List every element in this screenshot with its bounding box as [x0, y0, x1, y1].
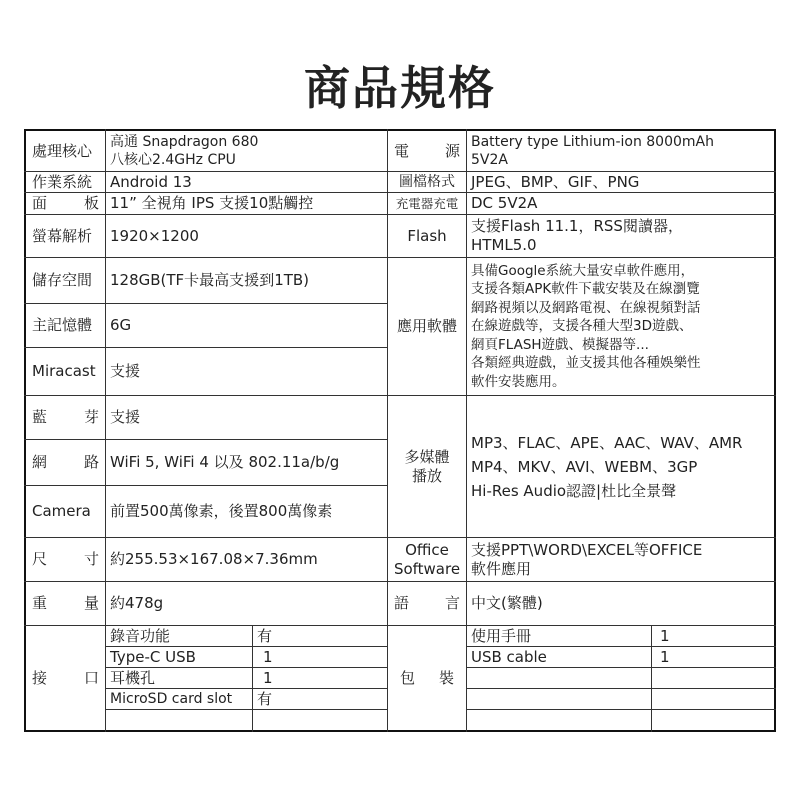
- value-charger: DC 5V2A: [471, 194, 538, 212]
- value-power: Battery type Lithium-ion 8000mAh 5V2A: [471, 134, 714, 168]
- interface-item-name: Type-C USB: [110, 647, 196, 666]
- label-dimensions: 尺 寸: [32, 550, 99, 568]
- label-processor: 處理核心: [32, 141, 93, 160]
- package-item-qty: 1: [660, 647, 670, 666]
- label-interface: 接 口: [32, 668, 99, 687]
- package-item-name: 使用手冊: [471, 626, 532, 645]
- interface-item-name: 耳機孔: [110, 668, 156, 687]
- value-panel: 11” 全視角 IPS 支援10點觸控: [110, 194, 314, 212]
- label-image-format: 圖檔格式: [399, 173, 455, 190]
- label-miracast: Miracast: [32, 362, 96, 380]
- label-apps: 應用軟體: [396, 317, 457, 335]
- value-office: 支援PPT\WORD\EXCEL等OFFICE 軟件應用: [471, 540, 703, 578]
- value-multimedia: MP3、FLAC、APE、AAC、WAV、AMR MP4、MKV、AVI、WEBM、3GP Hi-Res Audio認證|杜比全景聲: [471, 433, 743, 500]
- label-memory: 主記憶體: [32, 316, 93, 334]
- value-dimensions: 約255.53×167.08×7.36mm: [110, 550, 318, 568]
- label-resolution: 螢幕解析: [32, 226, 93, 245]
- value-network: WiFi 5, WiFi 4 以及 802.11a/b/g: [110, 453, 340, 471]
- label-office: Office Software: [393, 540, 461, 578]
- label-bluetooth: 藍 芽: [32, 408, 99, 426]
- label-panel: 面 板: [32, 194, 99, 212]
- label-storage: 儲存空間: [32, 271, 93, 289]
- value-storage: 128GB(TF卡最高支援到1TB): [110, 271, 310, 289]
- interface-item-qty: 1: [263, 647, 273, 666]
- label-package: 包 裝: [400, 668, 454, 687]
- value-memory: 6G: [110, 316, 132, 334]
- label-os: 作業系統: [32, 172, 93, 191]
- value-bluetooth: 支援: [110, 408, 141, 426]
- value-miracast: 支援: [110, 362, 141, 380]
- label-power: 電 源: [394, 141, 460, 160]
- interface-item-qty: 有: [257, 689, 273, 708]
- value-apps: 具備Google系統大量安卓軟件應用， 支援各類APK軟件下載安裝及在線瀏覽 網路視頻以及網路電視、在線視頻對話 在線遊戲等，支援各種大型3D遊戲、 網頁FLASH遊戲、模擬器等... 各類經典遊戲，並支援其他各種娛樂性 軟件安裝應用。: [471, 262, 701, 390]
- label-flash: Flash: [407, 226, 447, 245]
- value-image-format: JPEG、BMP、GIF、PNG: [471, 172, 640, 191]
- value-os: Android 13: [110, 172, 192, 191]
- interface-item-qty: 有: [257, 626, 273, 645]
- package-item-name: USB cable: [471, 647, 547, 666]
- spec-table: [24, 129, 776, 732]
- package-item-qty: 1: [660, 626, 670, 645]
- value-weight: 約478g: [110, 594, 164, 612]
- value-language: 中文(繁體): [471, 594, 543, 612]
- label-weight: 重 量: [32, 594, 99, 612]
- interface-item-name: 錄音功能: [110, 626, 171, 645]
- label-charger: 充電器充電: [395, 196, 459, 211]
- label-multimedia: 多媒體 播放: [404, 447, 450, 485]
- value-processor: 高通 Snapdragon 680 八核心2.4GHz CPU: [110, 134, 259, 168]
- interface-item-qty: 1: [263, 668, 273, 687]
- value-resolution: 1920×1200: [110, 226, 199, 245]
- value-camera: 前置500萬像素，後置800萬像素: [110, 502, 333, 520]
- label-network: 網 路: [32, 453, 99, 471]
- label-language: 語 言: [394, 594, 460, 612]
- page-title: 商品規格: [304, 61, 496, 115]
- label-camera: Camera: [32, 502, 91, 520]
- value-flash: 支援Flash 11.1，RSS閱讀器， HTML5.0: [471, 217, 683, 254]
- interface-item-name: MicroSD card slot: [110, 691, 233, 707]
